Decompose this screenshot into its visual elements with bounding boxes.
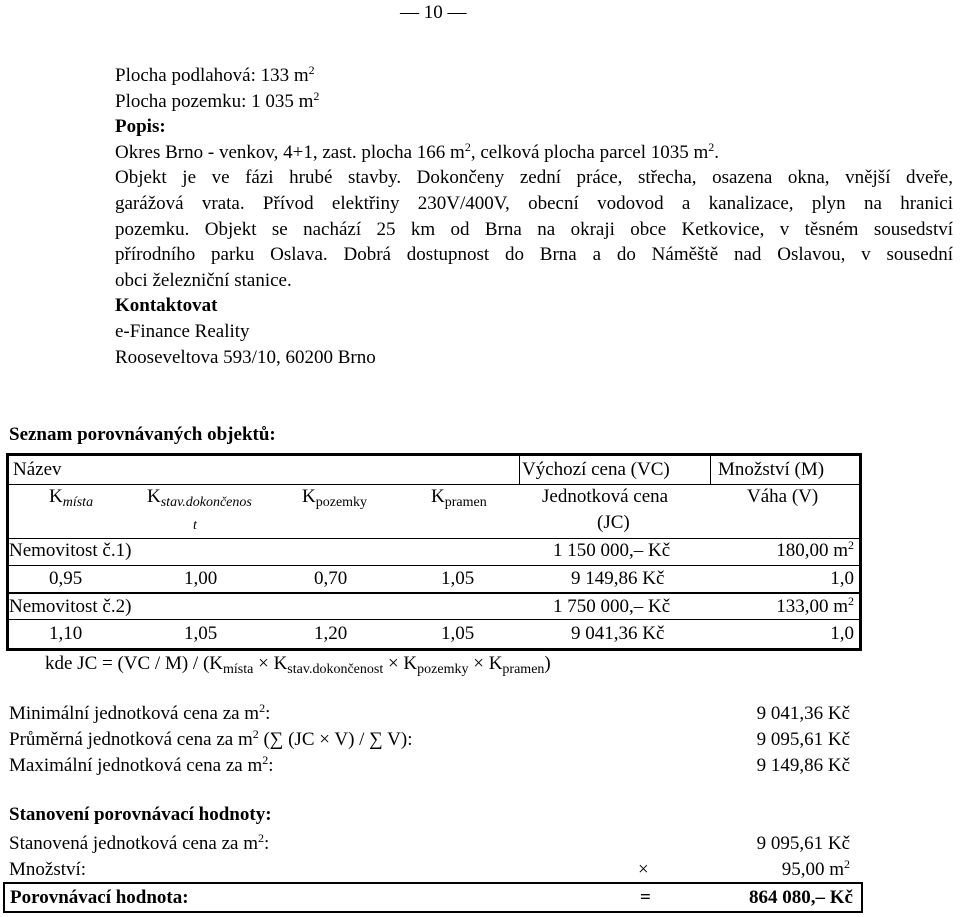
table-row-v: 1,0 (830, 568, 854, 589)
description-heading: Popis: (115, 116, 166, 138)
col-k-stav-header: $K_{stav.dokončenos}$ (147, 486, 252, 510)
table-row-vc: 1 750 000,– Kč (553, 596, 671, 617)
description-line: obci železniční stanice. (115, 269, 292, 291)
col-m-header: Množství (M) (718, 459, 825, 480)
min-price-label: Minimální jednotková cena za $m^2$: (9, 701, 271, 724)
min-price-value: 9 041,36 Kč (756, 703, 850, 724)
description-line: Okres Brno - venkov, 4+1, zast. plocha 166 $m^2$, celková plocha parcel 1035 $m^2$. (115, 139, 720, 163)
table-row-m: 180,00 $m^2$ (776, 538, 854, 561)
table-row-jc: 9 149,86 Kč (571, 568, 665, 589)
quantity-value: 95,00 $m^2$ (781, 857, 850, 880)
table-row-k-stav: 1,00 (184, 568, 218, 589)
description-line: Objekt je ve fázi hrubé stavby. Dokončeny zední práce, střecha, osazena okna, vnější dveře, (115, 167, 953, 189)
quantity-label: Množství: (9, 859, 87, 880)
col-k-stav-header-wrap: t (193, 518, 197, 533)
table-rule (9, 619, 859, 620)
table-row-jc: 9 041,36 Kč (571, 623, 665, 644)
table-rule (9, 592, 859, 594)
formula-note: kde JC = $(VC / M) / (K_{místa} \times K_{stav.dokončenost} \times K_{pozemky} \times K_{pramen})$ (45, 653, 551, 677)
contact-company: e-Finance Reality (115, 320, 250, 342)
table-row-k-pozemky: 1,20 (314, 623, 348, 644)
table-row-name: Nemovitost č.1) (9, 540, 132, 561)
result-label: Porovnávací hodnota: (10, 887, 189, 908)
result-box (3, 882, 863, 913)
description-line: přírodního parku Oslava. Dobrá dostupnost do Brna a do Náměště nad Oslavou, v sousední (115, 244, 953, 266)
contact-address: Rooseveltova 593/10, 60200 Brno (115, 346, 376, 368)
multiply-operator: × (638, 859, 649, 880)
floor-area: Plocha podlahová: 133 $m^2$ (115, 63, 315, 86)
col-jc-header: Jednotková cena (542, 486, 669, 507)
table-row-k-stav: 1,05 (184, 623, 218, 644)
avg-price-value: 9 095,61 Kč (756, 729, 850, 750)
contact-heading: Kontaktovat (115, 295, 218, 317)
table-row-name: Nemovitost č.2) (9, 596, 132, 617)
col-k-pozemky-header: $K_{pozemky}$ (302, 486, 368, 510)
comparison-table (6, 453, 862, 651)
land-area: Plocha pozemku: 1 035 $m^2$ (115, 88, 320, 112)
table-row-k-pozemky: 0,70 (314, 568, 348, 589)
table-row-vc: 1 150 000,– Kč (553, 540, 671, 561)
unit-price-value: 9 095,61 Kč (756, 833, 850, 854)
table-rule (9, 565, 859, 566)
equals-operator: = (640, 887, 651, 908)
max-price-value: 9 149,86 Kč (756, 755, 850, 776)
table-row-k-pramen: 1,05 (441, 568, 475, 589)
valuation-heading: Stanovení porovnávací hodnoty: (9, 804, 272, 825)
col-name-header: Název (13, 459, 62, 480)
description-line: pozemku. Objekt se nachází 25 km od Brna na okraji obce Ketkovice, v těsném sousedství (115, 218, 953, 240)
table-row-m: 133,00 $m^2$ (776, 594, 854, 617)
col-k-pramen-header: $K_{pramen}$ (431, 486, 487, 510)
description-line: garážová vrata. Přívod elektřiny 230V/400V, obecní vodovod a kanalizace, plyn na hranici (115, 192, 953, 214)
col-vc-header: Výchozí cena (VC) (522, 459, 670, 480)
table-heading: Seznam porovnávaných objektů: (9, 424, 276, 445)
avg-price-label: Průměrná jednotková cena za $m^2$ (∑ (JC × V) / ∑ V): (9, 727, 413, 750)
table-rule (519, 456, 520, 484)
max-price-label: Maximální jednotková cena za $m^2$: (9, 753, 274, 776)
col-jc-header-unit: (JC) (597, 512, 630, 533)
table-row-k-mista: 0,95 (49, 568, 83, 589)
table-row-k-mista: 1,10 (49, 623, 83, 644)
table-rule (710, 456, 711, 484)
table-rule (9, 484, 859, 485)
table-row-k-pramen: 1,05 (441, 623, 475, 644)
col-v-header: Váha (V) (747, 486, 819, 507)
col-k-mista-header: $K_{místa}$ (49, 486, 94, 510)
table-row-v: 1,0 (830, 623, 854, 644)
table-rule (9, 538, 859, 539)
unit-price-label: Stanovená jednotková cena za $m^2$: (9, 831, 270, 854)
result-value: 864 080,– Kč (749, 887, 853, 908)
page-number: — 10 — (400, 2, 467, 23)
listing-info (115, 63, 953, 370)
